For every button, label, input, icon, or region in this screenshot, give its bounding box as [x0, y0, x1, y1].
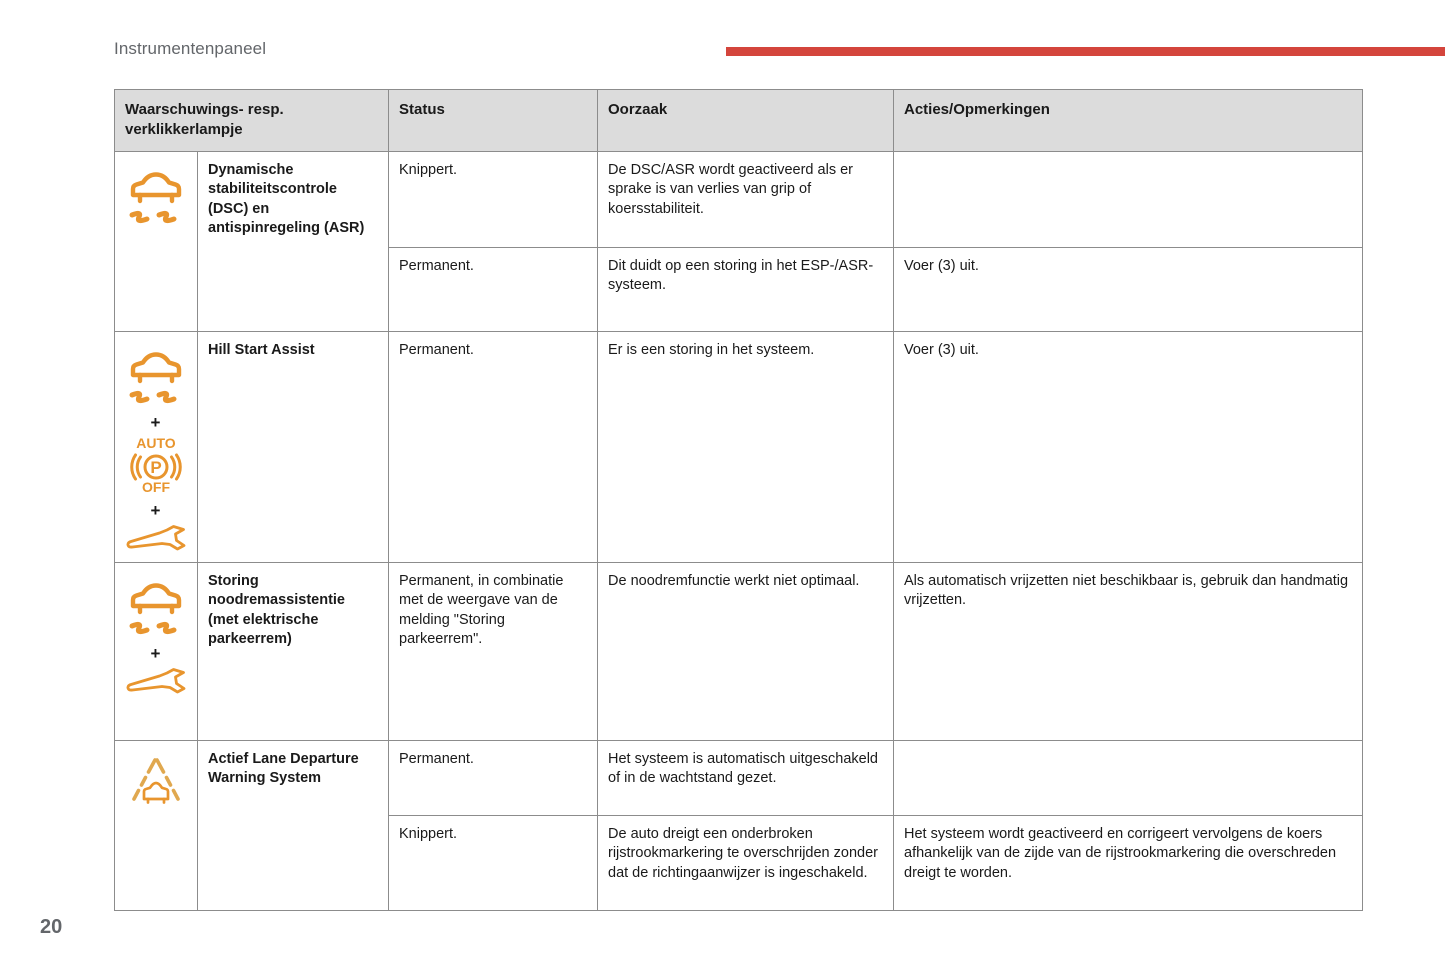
svg-text:AUTO: AUTO — [135, 434, 176, 451]
cell-cause: De auto dreigt een onderbroken rijstrookmarkering te overschrijden zonder dat de richtingaanwijzer is ingeschakeld. — [598, 815, 894, 910]
table-row — [115, 151, 1363, 247]
dsc-asr-car-skid-icon — [126, 347, 186, 409]
table-header-row — [115, 90, 1363, 152]
page-title: Instrumentenpaneel — [114, 39, 267, 58]
column-header-cause: Oorzaak — [598, 90, 894, 152]
cell-cause: Dit duidt op een storing in het ESP-/ASR-systeem. — [598, 247, 894, 331]
dsc-asr-car-skid-icon — [126, 578, 186, 640]
icon-stack — [125, 572, 186, 696]
icon-cell-emergency-brake-assist-fault — [115, 562, 198, 740]
dsc-asr-car-skid-icon — [126, 167, 186, 229]
cell-actions — [894, 151, 1363, 247]
cell-status: Knippert. — [389, 815, 598, 910]
plus-separator-icon: + — [150, 643, 161, 663]
icon-stack — [125, 750, 186, 808]
plus-separator-icon: + — [150, 500, 161, 520]
icon-cell-lane-departure-warning — [115, 740, 198, 910]
cell-cause: Er is een storing in het systeem. — [598, 331, 894, 562]
cell-status: Permanent, in combinatie met de weergave van de melding "Storing parkeerrem". — [389, 562, 598, 740]
page-header — [0, 0, 1445, 86]
warning-lamp-name: Hill Start Assist — [198, 331, 389, 562]
auto-parking-brake-off-icon — [125, 435, 187, 497]
svg-text:OFF: OFF — [141, 478, 170, 495]
cell-cause: De DSC/ASR wordt geactiveerd als er sprake is van verlies van grip of koersstabiliteit. — [598, 151, 894, 247]
lane-departure-warning-icon — [128, 756, 184, 808]
table-row — [115, 740, 1363, 815]
service-wrench-icon — [125, 666, 187, 696]
warning-lamp-table — [114, 89, 1363, 911]
column-header-warning-lamp: Waarschuwings- resp. verklikkerlampje — [115, 90, 389, 152]
cell-status: Permanent. — [389, 331, 598, 562]
icon-stack — [125, 341, 186, 553]
column-header-status: Status — [389, 90, 598, 152]
cell-status: Permanent. — [389, 740, 598, 815]
table-row — [115, 562, 1363, 740]
icon-stack — [125, 161, 186, 229]
icon-cell-dsc-asr — [115, 151, 198, 331]
service-wrench-icon — [125, 523, 187, 553]
cell-actions: Voer (3) uit. — [894, 247, 1363, 331]
cell-status: Knippert. — [389, 151, 598, 247]
cell-actions: Het systeem wordt geactiveerd en corrigeert vervolgens de koers afhankelijk van de zijde van de rijstrookmarkering die overschreden dreigt te worden. — [894, 815, 1363, 910]
warning-lamp-table-container — [114, 89, 1362, 911]
table-row — [115, 331, 1363, 562]
page-number: 20 — [40, 916, 63, 938]
cell-status: Permanent. — [389, 247, 598, 331]
header-accent-rule — [726, 47, 1445, 56]
column-header-actions: Acties/Opmerkingen — [894, 90, 1363, 152]
plus-separator-icon: + — [150, 412, 161, 432]
svg-text:P: P — [149, 457, 162, 477]
warning-lamp-name: Actief Lane Departure Warning System — [198, 740, 389, 910]
cell-actions: Voer (3) uit. — [894, 331, 1363, 562]
cell-actions: Als automatisch vrijzetten niet beschikbaar is, gebruik dan handmatig vrijzetten. — [894, 562, 1363, 740]
icon-cell-hill-start-assist — [115, 331, 198, 562]
cell-cause: Het systeem is automatisch uitgeschakeld of in de wachtstand gezet. — [598, 740, 894, 815]
warning-lamp-name: Storing noodremassistentie (met elektrische parkeerrem) — [198, 562, 389, 740]
warning-lamp-name: Dynamische stabiliteitscontrole (DSC) en antispinregeling (ASR) — [198, 151, 389, 331]
cell-cause: De noodremfunctie werkt niet optimaal. — [598, 562, 894, 740]
cell-actions — [894, 740, 1363, 815]
